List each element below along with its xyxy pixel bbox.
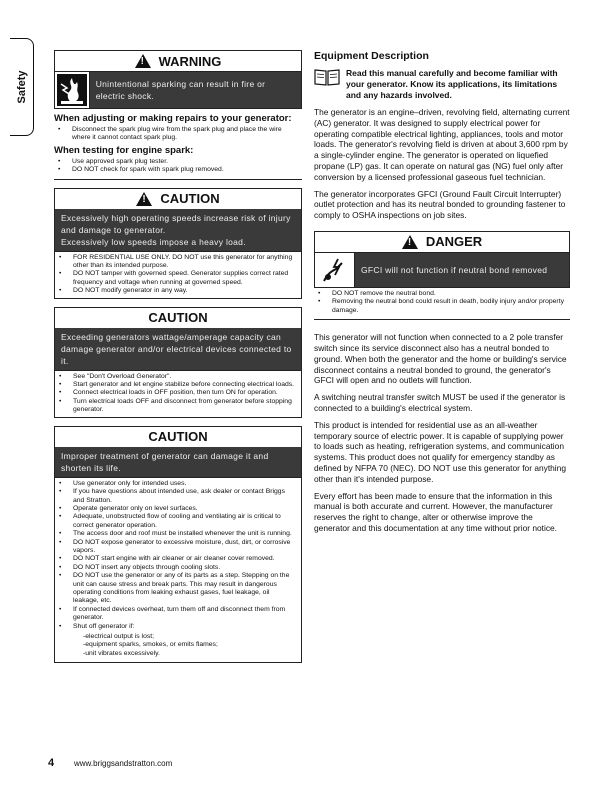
right-column [314,50,570,534]
list-item: • Start generator and let engine stabilize before connecting electrical loads. [55,381,297,389]
caution-message: Excessively high operating speeds increase risk of injury and damage to generator. Excessively low speeds impose a heavy load. [55,209,301,251]
paragraph: This generator will not function when connected to a 2 pole transfer switch since its service disconnect also has a neutral bonded to ground. When both the generator and the home or building's service disconnect contains a neutral bonded to ground, the generator's GFCI will open and no outlets will function. [314,332,567,386]
list-item: • DO NOT use the generator or any of its parts as a step. Stepping on the unit can cause stress and break parts. This may result in dangerous operating conditions from leaking exhaust gases, fuel leakage, oil leakage, etc. [55,572,297,606]
list-item: • DO NOT remove the neutral bond. [314,290,566,298]
fire-hazard-icon [55,72,90,108]
warning-triangle-icon [135,54,151,68]
caution-message: Improper treatment of generator can damage it and shorten its life. [55,447,301,477]
list-item: • Adequate, unobstructed flow of cooling and ventilating air is critical to correct generator operation. [55,513,297,530]
list-item: • Use approved spark plug tester. [54,158,298,166]
list-item: • DO NOT modify generator in any way. [55,287,297,295]
list-item: • DO NOT expose generator to excessive moisture, dust, dirt, or corrosive vapors. [55,539,297,556]
warning-message: Unintentional sparking can result in fire or electric shock. [95,79,266,101]
list-item: • Use generator only for intended uses. [55,480,297,488]
electric-shock-icon [315,253,355,287]
list-item: • DO NOT insert any objects through cooling slots. [55,564,297,572]
list-item: • Operate generator only on level surfaces. [55,505,297,513]
list-item: • See "Don't Overload Generator". [55,373,297,381]
list-item: • If connected devices overheat, turn them off and disconnect them from generator. [55,606,297,623]
warning-title: ! WARNING [55,51,301,71]
read-manual-text: Read this manual carefully and become familiar with your generator. Know its applications, its limitations and any hazards involved. [346,68,558,100]
paragraph: The generator incorporates GFCI (Ground Fault Circuit Interrupter) outlet protection and has its neutral bonded to grounding fastener to comply to OSHA inspections on job sites. [314,188,566,221]
caution-triangle-icon [136,192,152,206]
warning-list-repairs [54,124,302,145]
list-item: • Shut off generator if: [55,623,297,631]
paragraph: The generator is an engine–driven, revolving field, alternating current (AC) generator. It was designed to supply electrical power for operating compatible electrical lighting, appliances, tools and motor loads. The generator's revolving field is driven at about 3,600 rpm by a single-cylinder engine. The generator is operated on liquefied propane (LP) gas. It can operate on natural gas (NG) fuel only after conversion by a licensed professional gaseous fuel technician. [314,107,570,182]
caution-title: CAUTION [148,429,208,445]
danger-list [314,288,570,317]
caution-title: ! CAUTION [55,189,301,209]
list-item: • Disconnect the spark plug wire from the spark plug and place the wire where it cannot contact spark plug. [54,126,298,143]
caution-treatment-list [55,477,301,633]
danger-box [314,231,570,288]
list-item: • Connect electrical loads in OFF position, then turn ON for operation. [55,389,297,397]
danger-message: GFCI will not function if neutral bond removed [361,264,548,275]
list-item: • FOR RESIDENTIAL USE ONLY. DO NOT use this generator for anything other than its intended purpose. [55,254,297,271]
paragraph: Every effort has been made to ensure that the information in this manual is both accurate and current. However, the manufacturer reserves the right to change, alter or otherwise improve the generator and this documentation at any time without prior notice. [314,490,558,533]
read-manual-notice [314,68,570,101]
paragraph: A switching neutral transfer switch MUST be used if the generator is connected to a building's electrical system. [314,392,566,413]
left-column [54,50,302,663]
footer-url: www.briggsandstratton.com [74,759,173,768]
list-item: • Turn electrical loads OFF and disconnect from generator before stopping generator. [55,398,297,415]
warning-box [54,50,302,109]
caution-box-speed [54,188,302,299]
manual-book-icon [314,68,340,86]
caution-box-overload [54,307,302,418]
list-item: • Removing the neutral bond could result in death, bodily injury and/or property damage. [314,298,566,315]
paragraph: This product is intended for residential use as an all-weather temporary source of electric power. It is capable of supplying power to loads such as heating, refrigeration systems, and communication systems. This product does not qualify for emergency standby as defined by NFPA 70 (NEC). DO NOT use this generator for anything other than it's intended purpose. [314,419,566,484]
caution-title: CAUTION [148,310,208,326]
list-item: • DO NOT start engine with air cleaner or air cleaner cover removed. [55,555,297,563]
warning-list-testing [54,156,302,177]
caution-speed-list [55,251,301,298]
warning-subhead-testing: When testing for engine spark: [54,144,194,156]
section-tab [10,38,34,136]
caution-overload-list [55,370,301,417]
list-item: • The access door and roof must be installed whenever the unit is running. [55,530,297,538]
shutoff-conditions: -electrical output is lost; -equipment sparks, smokes, or emits flames; -unit vibrates excessively. [83,633,218,657]
danger-triangle-icon [402,235,418,249]
list-item: • DO NOT check for spark with spark plug removed. [54,166,298,174]
page-number: 4 [48,757,55,769]
warning-subhead-repairs: When adjusting or making repairs to your generator: [54,113,292,124]
section-heading: Equipment Description [314,50,429,62]
danger-title: ! DANGER [315,232,569,252]
list-item: • DO NOT tamper with governed speed. Generator supplies correct rated frequency and voltage when running at governed speed. [55,270,297,287]
caution-message: Exceeding generators wattage/amperage capacity can damage generator and/or electrical devices connected to it. [55,328,301,370]
section-tab-label: Safety [15,70,28,104]
list-item: • If you have questions about intended use, ask dealer or contact Briggs and Stratton. [55,488,297,505]
caution-box-treatment [54,426,302,664]
